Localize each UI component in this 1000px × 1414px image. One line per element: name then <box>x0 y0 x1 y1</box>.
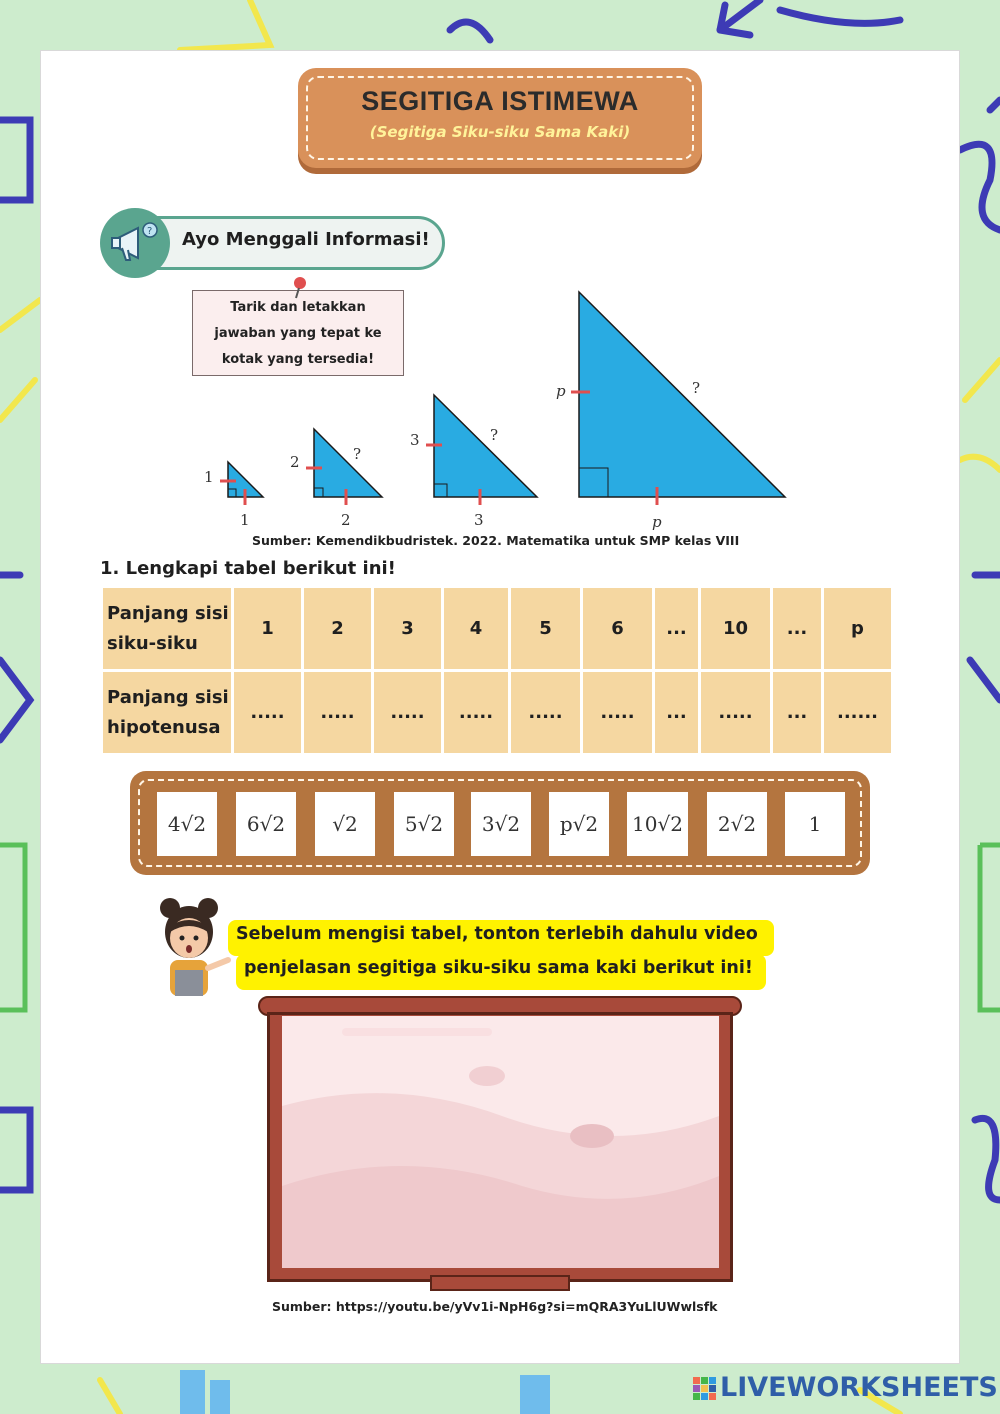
leg-cell: 5 <box>511 588 580 672</box>
triangles-figure <box>190 285 800 535</box>
triangle-4-vertical-label: p <box>556 382 566 400</box>
row-header-hypotenuse-line-2: hipotenusa <box>107 716 221 738</box>
triangle-2-hypotenuse-label: ? <box>353 445 362 463</box>
answer-tile[interactable]: 6√2 <box>236 792 296 856</box>
triangle-4 <box>579 292 785 497</box>
row-header-legs <box>103 588 231 672</box>
row-header-legs-line-1: Panjang sisi <box>107 602 229 624</box>
answer-tile[interactable]: 5√2 <box>394 792 454 856</box>
video-source: Sumber: https://youtu.be/yVv1i-NpH6g?si=mQRA3YuLlUWwlsfk <box>272 1299 718 1314</box>
hypotenuse-drop-slot[interactable]: ..... <box>511 672 580 756</box>
answer-tile[interactable]: 3√2 <box>471 792 531 856</box>
triangle-2 <box>314 429 382 497</box>
question-1: 1. Lengkapi tabel berikut ini! <box>100 558 396 579</box>
triangle-4-horizontal-label: p <box>652 513 662 531</box>
hypotenuse-drop-slot[interactable]: ..... <box>444 672 508 756</box>
note-line-1: Tarik dan letakkan <box>230 300 366 315</box>
triangle-3-vertical-label: 3 <box>410 431 420 449</box>
leg-cell: p <box>824 588 891 672</box>
leg-cell: 1 <box>234 588 301 672</box>
leg-cell: 2 <box>304 588 371 672</box>
triangle-3 <box>434 395 537 497</box>
triangle-1-horizontal-label: 1 <box>240 511 250 529</box>
row-header-legs-line-2: siku-siku <box>107 632 198 654</box>
figure-source: Sumber: Kemendikbudristek. 2022. Matematika untuk SMP kelas VIII <box>252 533 740 548</box>
leg-cell: ... <box>773 588 821 672</box>
hypotenuse-drop-slot[interactable]: ..... <box>701 672 770 756</box>
speech-line-2: penjelasan segitiga siku-siku sama kaki berikut ini! <box>236 954 766 990</box>
page-subtitle: (Segitiga Siku-siku Sama Kaki) <box>369 123 631 141</box>
leg-cell: 4 <box>444 588 508 672</box>
table-row-hypotenuse <box>103 672 891 756</box>
hypotenuse-ellipsis: ... <box>773 672 821 756</box>
answer-tile[interactable]: √2 <box>315 792 375 856</box>
row-header-hypotenuse <box>103 672 231 756</box>
triangle-1-vertical-label: 1 <box>204 468 214 486</box>
hypotenuse-drop-slot[interactable]: ..... <box>234 672 301 756</box>
liveworksheets-logo-icon <box>693 1377 717 1401</box>
triangle-2-vertical-label: 2 <box>290 453 300 471</box>
table-row-legs <box>103 588 891 672</box>
title-banner <box>298 68 702 168</box>
liveworksheets-brand[interactable]: LIVEWORKSHEETS <box>720 1372 998 1403</box>
leg-cell: 6 <box>583 588 652 672</box>
answer-tile[interactable]: 10√2 <box>627 792 688 856</box>
info-heading-text: Ayo Menggali Informasi! <box>182 229 430 250</box>
video-embed-area[interactable] <box>282 1016 719 1268</box>
hypotenuse-ellipsis: ... <box>655 672 698 756</box>
note-line-3: kotak yang tersedia! <box>221 352 375 367</box>
answer-tile[interactable]: 2√2 <box>707 792 767 856</box>
board-tray <box>430 1275 570 1291</box>
triangle-3-horizontal-label: 3 <box>474 511 484 529</box>
svg-text:?: ? <box>147 226 153 237</box>
leg-cell: 10 <box>701 588 770 672</box>
triangle-3-hypotenuse-label: ? <box>490 426 499 444</box>
leg-cell: ... <box>655 588 698 672</box>
answer-tile[interactable]: p√2 <box>549 792 609 856</box>
megaphone-icon <box>100 208 170 278</box>
answer-tile[interactable]: 1 <box>785 792 845 856</box>
answer-tile[interactable]: 4√2 <box>157 792 217 856</box>
leg-cell: 3 <box>374 588 441 672</box>
note-line-2: jawaban yang tepat ke <box>214 326 382 341</box>
speech-line-1: Sebelum mengisi tabel, tonton terlebih dahulu video <box>228 920 774 956</box>
hypotenuse-drop-slot[interactable]: ..... <box>374 672 441 756</box>
completion-table <box>100 588 894 756</box>
hypotenuse-drop-slot[interactable]: ..... <box>304 672 371 756</box>
triangle-2-horizontal-label: 2 <box>341 511 351 529</box>
girl-character-illustration <box>150 896 238 1004</box>
hypotenuse-drop-slot[interactable]: ...... <box>824 672 891 756</box>
hypotenuse-drop-slot[interactable]: ..... <box>583 672 652 756</box>
triangle-4-hypotenuse-label: ? <box>692 379 701 397</box>
row-header-hypotenuse-line-1: Panjang sisi <box>107 686 229 708</box>
page-title: SEGITIGA ISTIMEWA <box>361 86 639 116</box>
